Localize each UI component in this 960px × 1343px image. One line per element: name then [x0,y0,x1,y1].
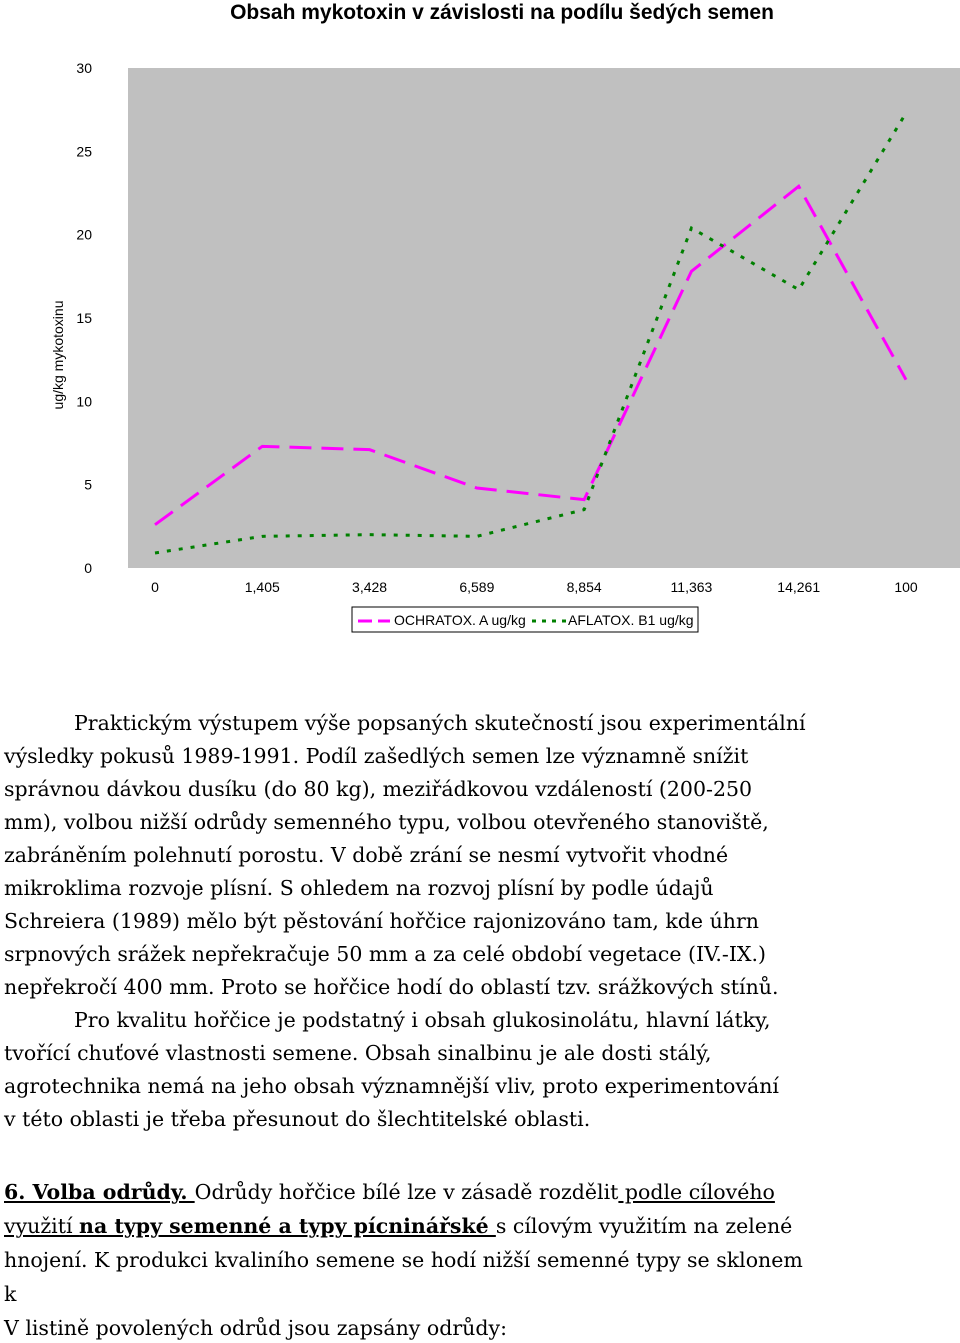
plot-area [128,68,960,568]
para1-line9: nepřekročí 400 mm. Proto se hořčice hodí do oblastí tzv. srážkových stínů. [4,975,779,999]
y-tick-label: 30 [76,60,92,76]
section6-text-a: Odrůdy hořčice bílé lze v zásadě rozdělit [194,1180,619,1204]
section6-text-e: s cílovým využitím na zelené [495,1214,793,1238]
para1-line3: správnou dávkou dusíku (do 80 kg), meziřádkovou vzdáleností (200-250 [4,777,753,801]
para1-line2: výsledky pokusů 1989-1991. Podíl zašedlých semen lze významně snížit [4,744,749,768]
chart-title: Obsah mykotoxin v závislosti na podílu šedých semen [230,1,774,24]
para2-line2: tvořící chuťové vlastnosti semene. Obsah sinalbinu je ale dosti stálý, [4,1041,712,1065]
para1-line8: srpnových srážek nepřekračuje 50 mm a za celé období vegetace (IV.-IX.) [4,942,767,966]
y-tick-label: 15 [76,310,92,326]
x-tick-label: 14,261 [777,579,821,595]
section6-line1 [4,1180,775,1204]
section6-types: na typy semenné a typy pícninářské [79,1214,496,1238]
section6-line3: hnojení. K produkci kvaliního semene se hodí nižší semenné typy se sklonem [4,1248,803,1272]
x-tick-label: 100 [894,579,918,595]
y-tick-label: 20 [76,226,92,243]
para1-line7: Schreiera (1989) mělo být pěstování hořčice rajonizováno tam, kde úhrn [4,909,759,933]
section6-text-b: podle cílového [618,1180,775,1204]
section6-line2 [4,1214,792,1238]
y-tick-label: 25 [76,143,92,160]
x-tick-label: 1,405 [244,579,280,595]
section6-heading: 6. Volba odrůdy. [4,1180,195,1204]
y-tick-label: 0 [84,560,92,576]
mycotoxin-chart [0,30,960,640]
legend-ochratox-label: OCHRATOX. A ug/kg [394,612,526,628]
legend-aflatox-label: AFLATOX. B1 ug/kg [568,612,694,628]
y-tick-label: 10 [76,393,92,410]
para1-line1: Praktickým výstupem výše popsaných skutečností jsou experimentální [74,711,806,735]
para2-line1: Pro kvalitu hořčice je podstatný i obsah glukosinolátu, hlavní látky, [74,1008,771,1032]
section6-text-c: využití [4,1214,80,1238]
legend [352,607,698,632]
para1-line4: mm), volbou nižší odrůdy semenného typu, volbou otevřeného stanoviště, [4,810,769,834]
x-tick-label: 8,854 [566,579,602,595]
para2-line4: v této oblasti je třeba přesunout do šlechtitelské oblasti. [4,1107,591,1131]
x-tick-label: 11,363 [670,579,713,595]
section6-line5: V listině povolených odrůd jsou zapsány odrůdy: [4,1316,507,1340]
y-axis-label: ug/kg mykotoxinu [50,300,66,410]
para1-line5: zabráněním polehnutí porostu. V době zrání se nesmí vytvořit vhodné [4,843,729,867]
para1-line6: mikroklima rozvoje plísní. S ohledem na rozvoj plísní by podle údajů [4,876,714,900]
section6-line4: k [4,1282,17,1306]
x-tick-label: 3,428 [352,579,388,595]
para2-line3: agrotechnika nemá na jeho obsah významnější vliv, proto experimentování [4,1074,779,1098]
x-tick-label: 0 [151,579,159,595]
y-tick-label: 5 [84,476,92,493]
x-tick-label: 6,589 [459,579,495,595]
